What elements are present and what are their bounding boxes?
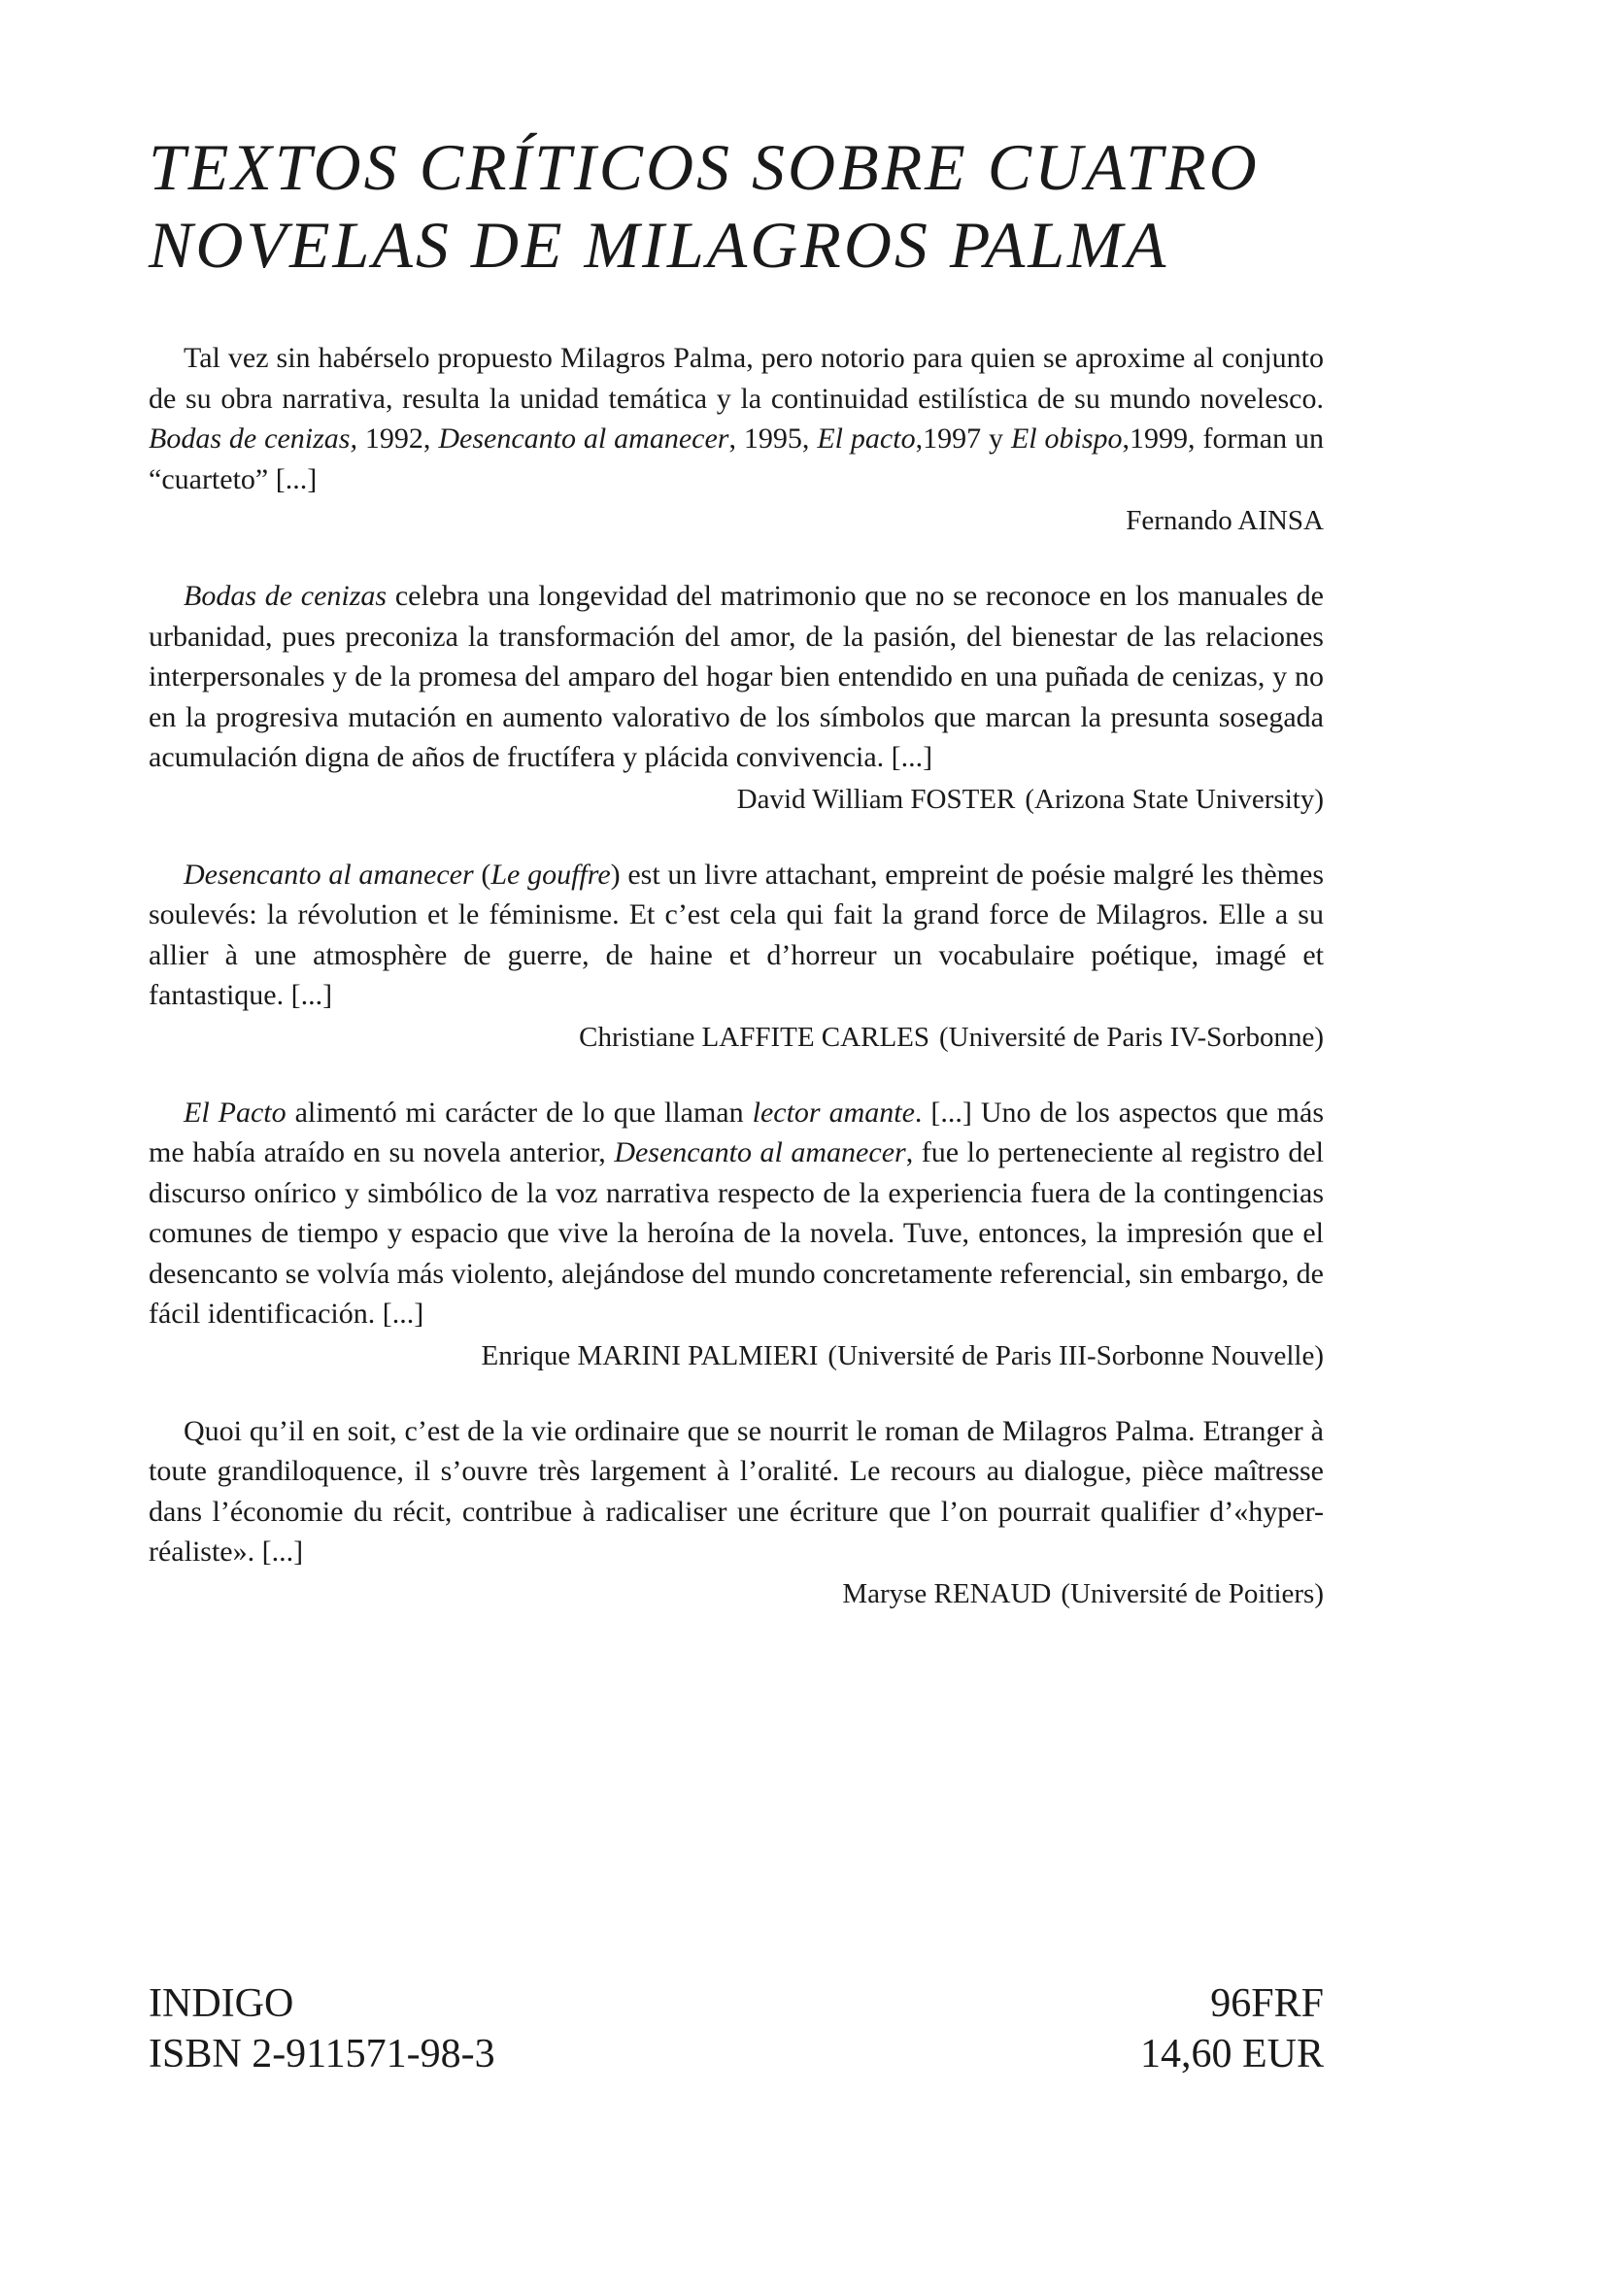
book-title: Desencanto al amanecer — [184, 858, 474, 891]
book-title: Le gouffre — [490, 858, 611, 891]
critic-name: Enrique MARINI PALMIERI — [481, 1339, 819, 1371]
emphasis: lector amante — [752, 1096, 915, 1129]
title-line-2: NOVELAS DE MILAGROS PALMA — [149, 208, 1169, 282]
critic-name: Fernando AINSA — [1126, 505, 1324, 536]
quote-laffite-carles — [149, 855, 1324, 1058]
title-line-1: TEXTOS CRÍTICOS SOBRE CUATRO — [149, 130, 1260, 204]
publisher-info — [149, 1978, 495, 2079]
book-title: El Pacto — [184, 1096, 287, 1129]
quote-renaud — [149, 1411, 1324, 1614]
page-title — [149, 128, 1324, 284]
quote-text: Quoi qu’il en soit, c’est de la vie ordinaire que se nourrit le roman de Milagros Palma. Etranger à toute grandiloquence, il s’ouvre très largement à l’oralité. Le recours au dialogue, pièce maîtresse dans l’économie du récit, contribue à radicaliser une écriture que l’on pourrait qualifier d’«hyper-réaliste». [...] — [149, 1414, 1324, 1568]
critic-name: Maryse RENAUD — [842, 1577, 1052, 1609]
quote-text: El Pacto alimentó mi carácter de lo que llaman lector amante. [...] Uno de los aspectos que más me había atraído en su novela anterior, Desencanto al amanecer, fue lo perteneciente al registro del discurso onírico y simbólico de la voz narrativa respecto de la experiencia fuera de la contingencias comunes de tiempo y espacio que vive la heroína de la novela. Tuve, entonces, la impresión que el desencanto se volvía más violento, alejándose del mundo concretamente referencial, sin embargo, de fácil identificación. [...] — [149, 1096, 1324, 1330]
quote-attribution — [149, 1336, 1324, 1376]
back-cover — [149, 0, 1324, 2296]
book-title: El pacto — [817, 422, 916, 455]
price-frf: 96FRF — [1210, 1981, 1324, 2026]
isbn: ISBN 2-911571-98-3 — [149, 2032, 495, 2077]
critic-affiliation: (Université de Paris IV-Sorbonne) — [939, 1021, 1324, 1053]
critic-affiliation: (Université de Poitiers) — [1061, 1577, 1324, 1609]
book-title: Bodas de cenizas — [184, 580, 388, 612]
price-info — [1140, 1978, 1324, 2079]
critic-affiliation: (Arizona State University) — [1025, 783, 1324, 815]
price-eur: 14,60 EUR — [1140, 2032, 1324, 2077]
book-title: Desencanto al amanecer — [438, 422, 729, 455]
quote-attribution — [149, 1018, 1324, 1058]
quote-attribution — [149, 780, 1324, 820]
quote-ainsa — [149, 338, 1324, 541]
publisher-name: INDIGO — [149, 1981, 294, 2026]
quote-text: Desencanto al amanecer (Le gouffre) est un livre attachant, empreint de poésie malgré les thèmes soulevés: la révolution et le féminisme. Et c’est cela qui fait la grand force de Milagros. Elle a su allier à une atmosphère de guerre, de haine et d’horreur un vocabulaire poétique, imagé et fantastique. [...] — [149, 858, 1324, 1011]
book-title: Desencanto al amanecer — [614, 1136, 906, 1168]
critic-affiliation: (Université de Paris III-Sorbonne Nouvelle) — [827, 1339, 1324, 1371]
critic-quotes — [149, 338, 1324, 1649]
book-title: El obispo — [1010, 422, 1123, 455]
quote-text: Tal vez sin habérselo propuesto Milagros Palma, pero notorio para quien se aproxime al conjunto de su obra narrativa, resulta la unidad temática y la continuidad estilística de su mundo novelesco. Bodas de cenizas, 1992, Desencanto al amanecer, 1995, El pacto,1997 y El obispo,1999, forman un “cuarteto” [...] — [149, 342, 1325, 495]
quote-attribution — [149, 501, 1324, 541]
quote-foster — [149, 576, 1324, 820]
quote-marini-palmieri — [149, 1093, 1324, 1376]
critic-name: Christiane LAFFITE CARLES — [579, 1021, 929, 1053]
book-title: Bodas de cenizas, — [149, 422, 357, 455]
quote-attribution — [149, 1574, 1324, 1614]
critic-name: David William FOSTER — [736, 783, 1016, 815]
quote-text: Bodas de cenizas celebra una longevidad del matrimonio que no se reconoce en los manuales de urbanidad, pues preconiza la transformación del amor, de la pasión, del bienestar de las relaciones interpersonales y de la promesa del amparo del hogar bien entendido en una puñada de cenizas, y no en la progresiva mutación en aumento valorativo de los símbolos que marcan la presunta sosegada acumulación digna de años de fructífera y plácida convivencia. [...] — [149, 580, 1324, 773]
